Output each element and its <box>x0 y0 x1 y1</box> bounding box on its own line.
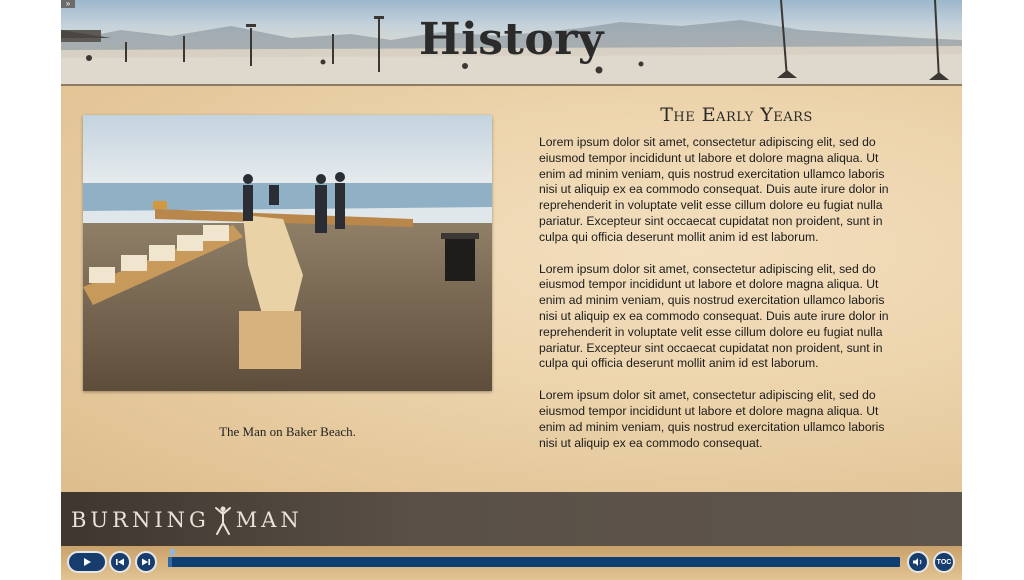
expand-toggle-icon[interactable]: » <box>61 0 75 8</box>
toc-button[interactable] <box>933 551 955 573</box>
logo-text-right: MAN <box>235 508 303 532</box>
progress-handle[interactable] <box>170 549 175 555</box>
footer-bar <box>61 492 962 546</box>
paragraph-2: Lorem ipsum dolor sit amet, consectetur adipiscing elit, sed do eiusmod tempor incididunt ut labore et dolore magna aliqua. Ut enim ad minim veniam, quis nostrud exercitation ullamco laboris nisi ut aliquip ex ea commodo consequat. Duis aute irure dolor in reprehenderit in voluptate velit esse cillum dolore eu fugiat nulla pariatur. Excepteur sint occaecat cupidatat non proident, sunt in culpa qui officia deserunt mollit anim id est laborum. <box>539 261 889 371</box>
progress-bar[interactable] <box>168 557 900 567</box>
content-area <box>61 86 962 492</box>
previous-button[interactable] <box>109 551 131 573</box>
player-controls <box>61 546 962 580</box>
section-title: The Early Years <box>660 104 813 126</box>
header-banner <box>61 0 962 84</box>
paragraph-1: Lorem ipsum dolor sit amet, consectetur adipiscing elit, sed do eiusmod tempor incididunt ut labore et dolore magna aliqua. Ut enim ad minim veniam, quis nostrud exercitation ullamco laboris nisi ut aliquip ex ea commodo consequat. Duis aute irure dolor in reprehenderit in voluptate velit esse cillum dolore eu fugiat nulla pariatur. Excepteur sint occaecat cupidatat non proident, sunt in culpa qui officia deserunt mollit anim id est laborum. <box>539 135 889 244</box>
volume-icon <box>912 557 924 567</box>
play-button[interactable] <box>67 551 107 573</box>
photo-caption: The Man on Baker Beach. <box>219 424 356 439</box>
logo-text-left: BURNING <box>71 508 210 532</box>
previous-icon <box>115 557 125 567</box>
play-icon <box>82 557 92 567</box>
toc-icon: TOC <box>936 558 952 566</box>
baker-beach-photo <box>83 115 492 391</box>
progress-fill <box>168 557 172 567</box>
body-text <box>539 135 889 467</box>
man-figure-icon <box>214 505 232 535</box>
page-title: History <box>419 14 604 65</box>
course-player <box>61 0 962 580</box>
volume-button[interactable] <box>907 551 929 573</box>
burning-man-logo <box>71 505 303 535</box>
next-icon <box>141 557 151 567</box>
next-button[interactable] <box>135 551 157 573</box>
paragraph-3: Lorem ipsum dolor sit amet, consectetur adipiscing elit, sed do eiusmod tempor incididunt ut labore et dolore magna aliqua. Ut enim ad minim veniam, quis nostrud exercitation ullamco laboris nisi ut aliquip ex ea commodo consequat. <box>539 388 885 450</box>
